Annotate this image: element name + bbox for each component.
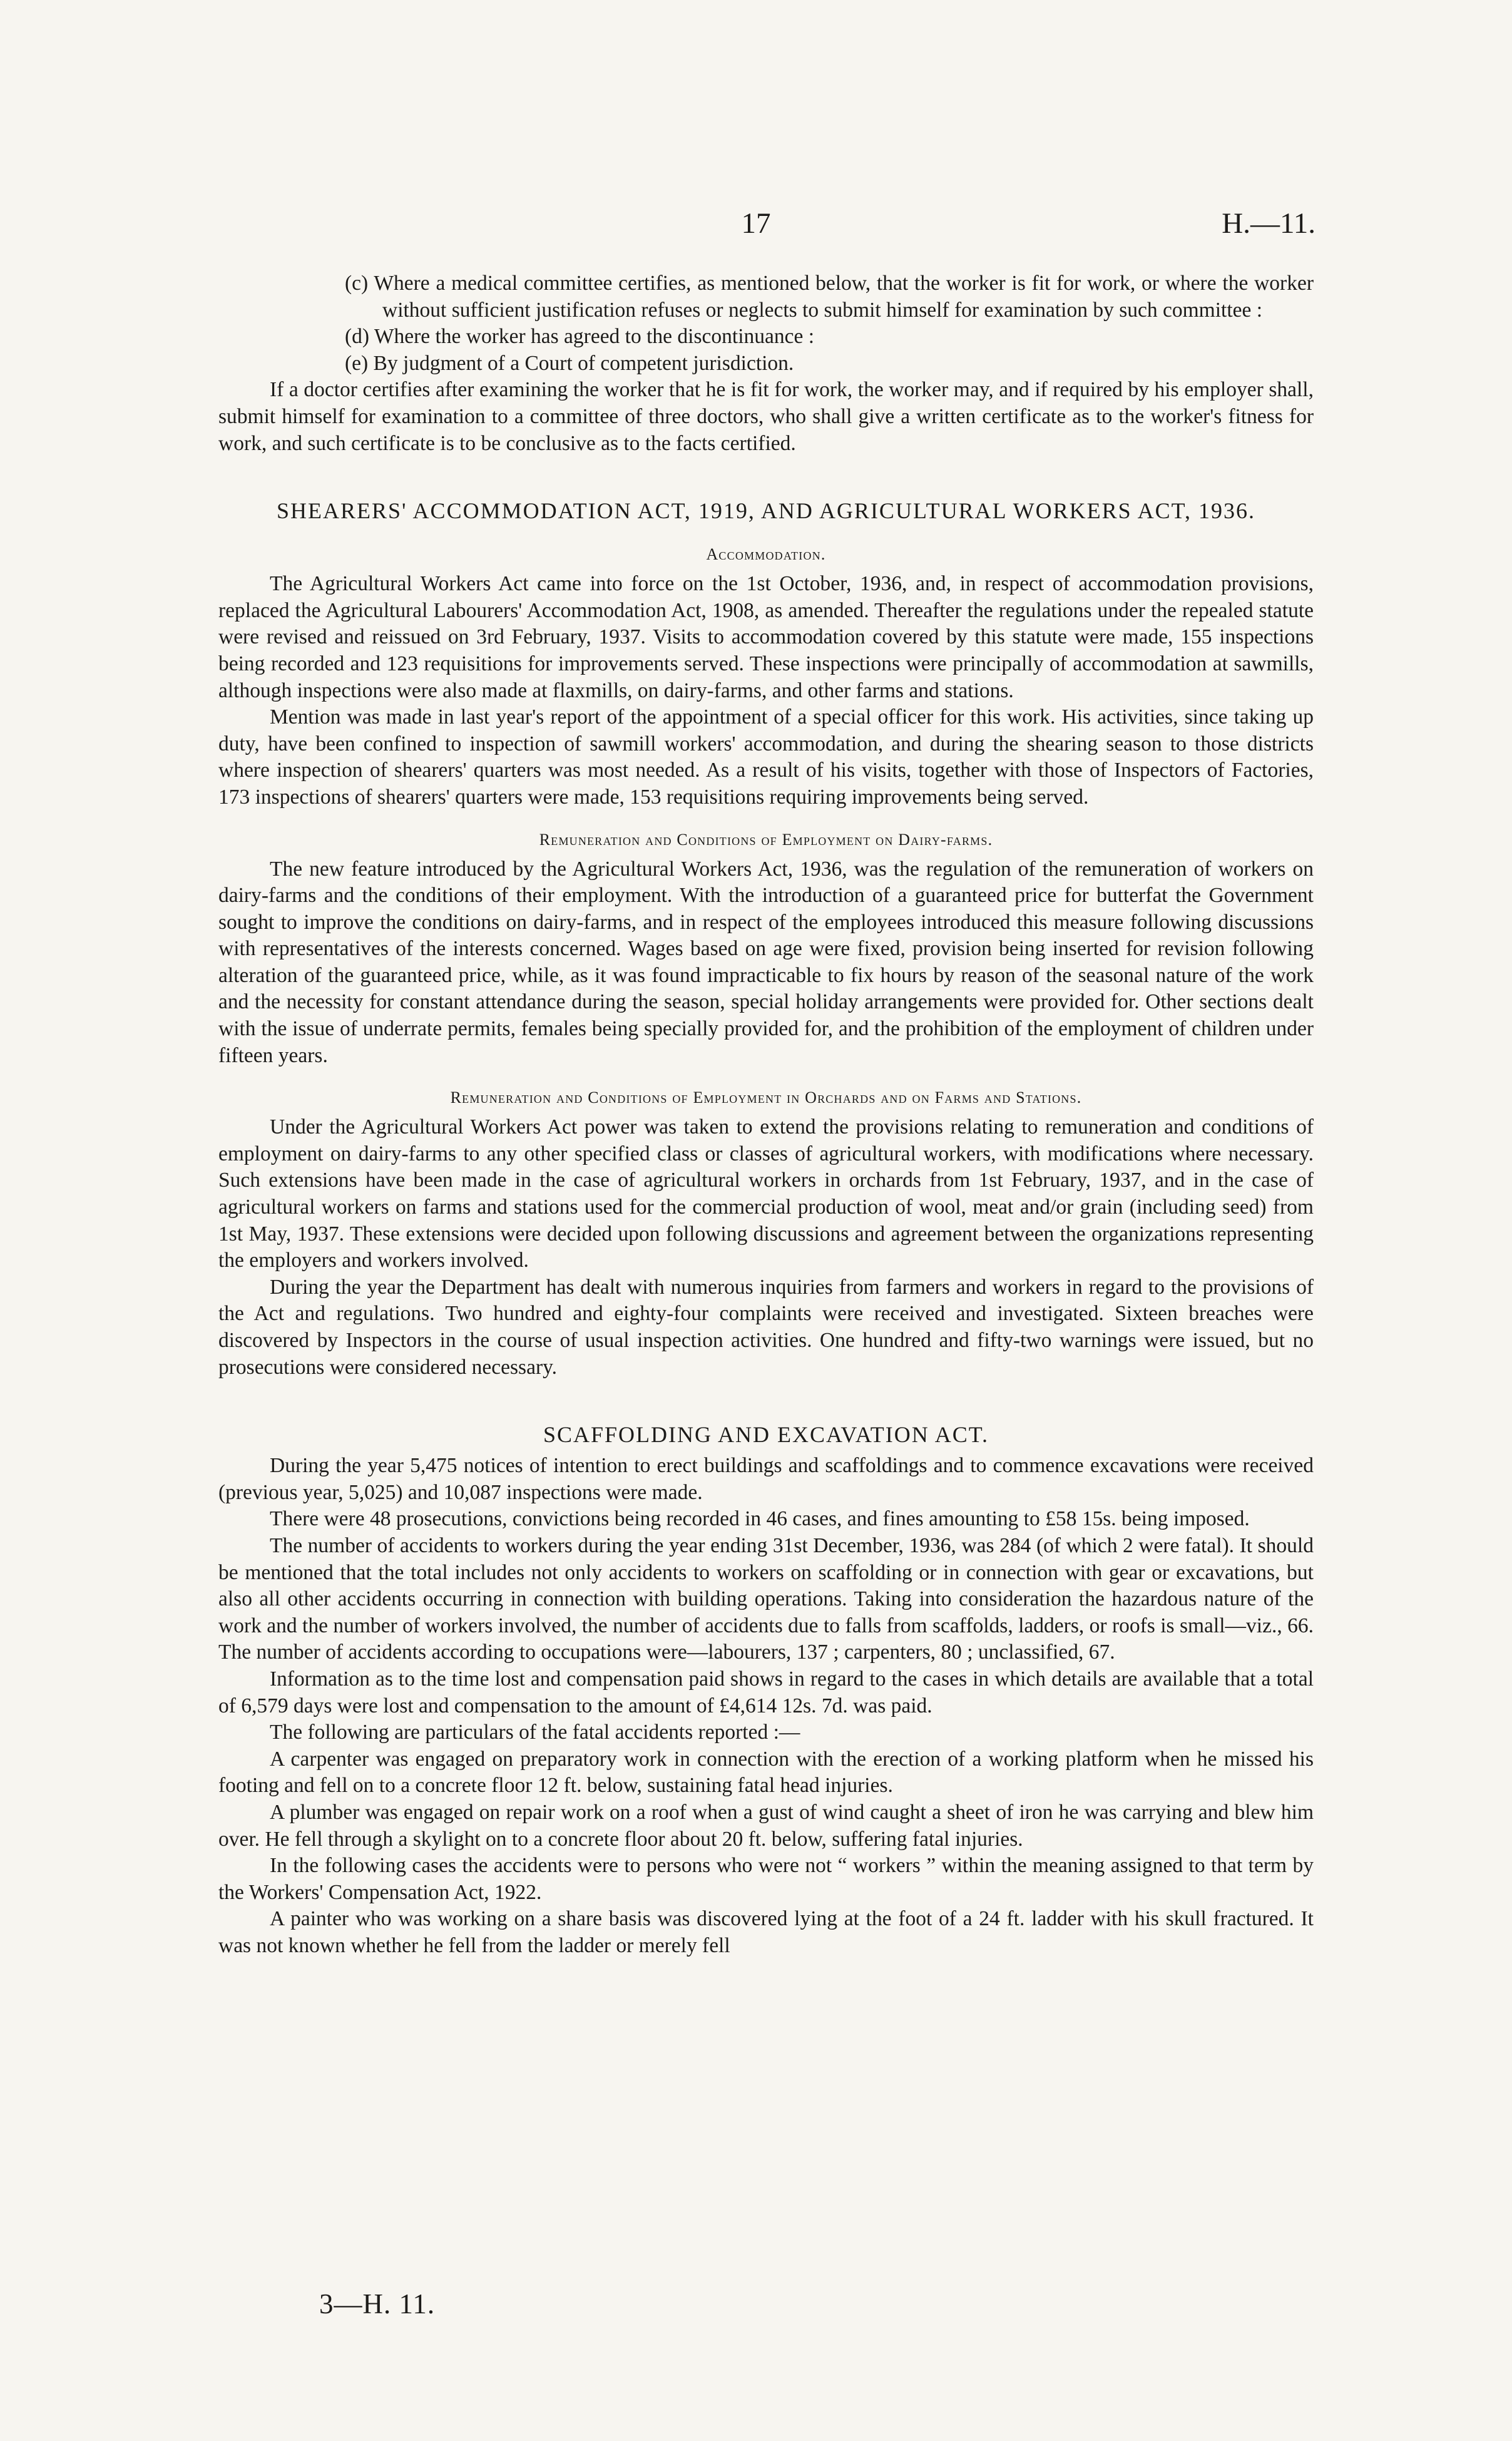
list-item: (e) By judgment of a Court of competent jurisdiction.: [345, 351, 794, 375]
paragraph: A plumber was engaged on repair work on a roof when a gust of wind caught a sheet of iron he was carrying and blew him over. He fell through a skylight on to a concrete floor about 20 ft. below, suffering fatal injuries.: [218, 1800, 1314, 1851]
paragraph: If a doctor certifies after examining the worker that he is fit for work, the worker may, and if required by his employer shall, submit himself for examination to a committee of three doctors, who shall give a written certificate as to the worker's fitness for work, and such certificate is to be conclusive as to the facts certified.: [218, 378, 1314, 455]
paragraph: In the following cases the accidents were to persons who were not “ workers ” within the meaning assigned to that term by the Workers' Compensation Act, 1922.: [218, 1854, 1314, 1904]
paragraph: During the year 5,475 notices of intention to erect buildings and scaffoldings and to commence excavations were received (previous year, 5,025) and 10,087 inspections were made.: [218, 1454, 1314, 1504]
list-item: (d) Where the worker has agreed to the discontinuance :: [345, 325, 815, 349]
subsection-heading-orchards: Remuneration and Conditions of Employment in Orchards and on Farms and Stations.: [450, 1088, 1082, 1107]
section-title-scaffolding: SCAFFOLDING AND EXCAVATION ACT.: [543, 1422, 989, 1448]
page-footer-signature: 3—H. 11.: [319, 2288, 436, 2320]
subsection-heading-dairy-farms: Remuneration and Conditions of Employment on Dairy-farms.: [539, 830, 993, 849]
paragraph: The Agricultural Workers Act came into force on the 1st October, 1936, and, in respect of accommodation provisions, replaced the Agricultural Labourers' Accommodation Act, 1908, as amended. Thereafter the regulations under the repealed statute were revised and reissued on 3rd February, 1937. Visits to accommodation covered by this statute were made, 155 inspections being recorded and 123 requisitions for improvements served. These inspections were principally of accommodation at sawmills, although inspections were also made at flaxmills, on dairy-farms, and other farms and stations.: [218, 572, 1314, 702]
paragraph: The following are particulars of the fatal accidents reported :—: [270, 1721, 800, 1744]
paragraph: The number of accidents to workers during the year ending 31st December, 1936, was 284 (of which 2 were fatal). It should be mentioned that the total includes not only accidents to workers on scaffolding or in connection with gear or excavations, but also all other accidents occurring in connection with building operations. Taking into consideration the hazardous nature of the work and the number of workers involved, the number of accidents due to falls from scaffolds, ladders, or roofs is small—viz., 66. The number of accidents according to occupations were—labourers, 137 ; carpenters, 80 ; unclassified, 67.: [218, 1533, 1314, 1664]
page-number: 17: [741, 207, 771, 240]
paragraph: A carpenter was engaged on preparatory work in connection with the erection of a working platform when he missed his footing and fell on to a concrete floor 12 ft. below, sustaining fatal head injuries.: [218, 1747, 1314, 1798]
paragraph: A painter who was working on a share basis was discovered lying at the foot of a 24 ft. ladder with his skull fractured. It was not known whether he fell from the ladder or merely fell: [218, 1907, 1314, 1957]
paragraph: Mention was made in last year's report of the appointment of a special officer for this work. His activities, since taking up duty, have been confined to inspection of sawmill workers' accommodation, and during the shearing season to those districts where inspection of shearers' quarters was most needed. As a result of his visits, together with those of Inspectors of Factories, 173 inspections of shearers' quarters were made, 153 requisitions requiring improvements being served.: [218, 705, 1314, 809]
page-body: [218, 270, 1314, 1959]
section-title-shearers: SHEARERS' ACCOMMODATION ACT, 1919, AND AGRICULTURAL WORKERS ACT, 1936.: [277, 498, 1255, 524]
document-reference: H.—11.: [1222, 207, 1315, 240]
subsection-heading-accommodation: Accommodation.: [706, 545, 826, 564]
paragraph: There were 48 prosecutions, convictions being recorded in 46 cases, and fines amounting to £58 15s. being imposed.: [270, 1507, 1250, 1531]
list-item: (c) Where a medical committee certifies, as mentioned below, that the worker is fit for work, or where the worker without sufficient justification refuses or neglects to submit himself for examination by such committee :: [345, 272, 1314, 322]
paragraph: During the year the Department has dealt with numerous inquiries from farmers and workers in regard to the provisions of the Act and regulations. Two hundred and eighty-four complaints were received and investigated. Sixteen breaches were discovered by Inspectors in the course of usual inspection activities. One hundred and fifty-two warnings were issued, but no prosecutions were considered necessary.: [218, 1275, 1314, 1379]
paragraph: The new feature introduced by the Agricultural Workers Act, 1936, was the regulation of the remuneration of workers on dairy-farms and the conditions of their employment. With the introduction of a guaranteed price for butterfat the Government sought to improve the conditions on dairy-farms, and in respect of the employees introduced this measure following discussions with representatives of the interests concerned. Wages based on age were fixed, provision being inserted for revision following alteration of the guaranteed price, while, as it was found impracticable to fix hours by reason of the seasonal nature of the work and the necessity for constant attendance during the season, special holiday arrangements were provided for. Other sections dealt with the issue of underrate permits, females being specially provided for, and the prohibition of the employment of children under fifteen years.: [218, 857, 1314, 1067]
paragraph: Under the Agricultural Workers Act power was taken to extend the provisions relating to remuneration and conditions of employment on dairy-farms to any other specified class or classes of agricultural workers, with modifications where necessary. Such extensions have been made in the case of agricultural workers in orchards from 1st February, 1937, and in the case of agricultural workers on farms and stations used for the commercial production of wool, meat and/or grain (including seed) from 1st May, 1937. These extensions were decided upon following discussions and agreement between the organizations representing the employers and workers involved.: [218, 1115, 1314, 1272]
paragraph: Information as to the time lost and compensation paid shows in regard to the cases in which details are available that a total of 6,579 days were lost and compensation to the amount of £4,614 12s. 7d. was paid.: [218, 1667, 1314, 1717]
